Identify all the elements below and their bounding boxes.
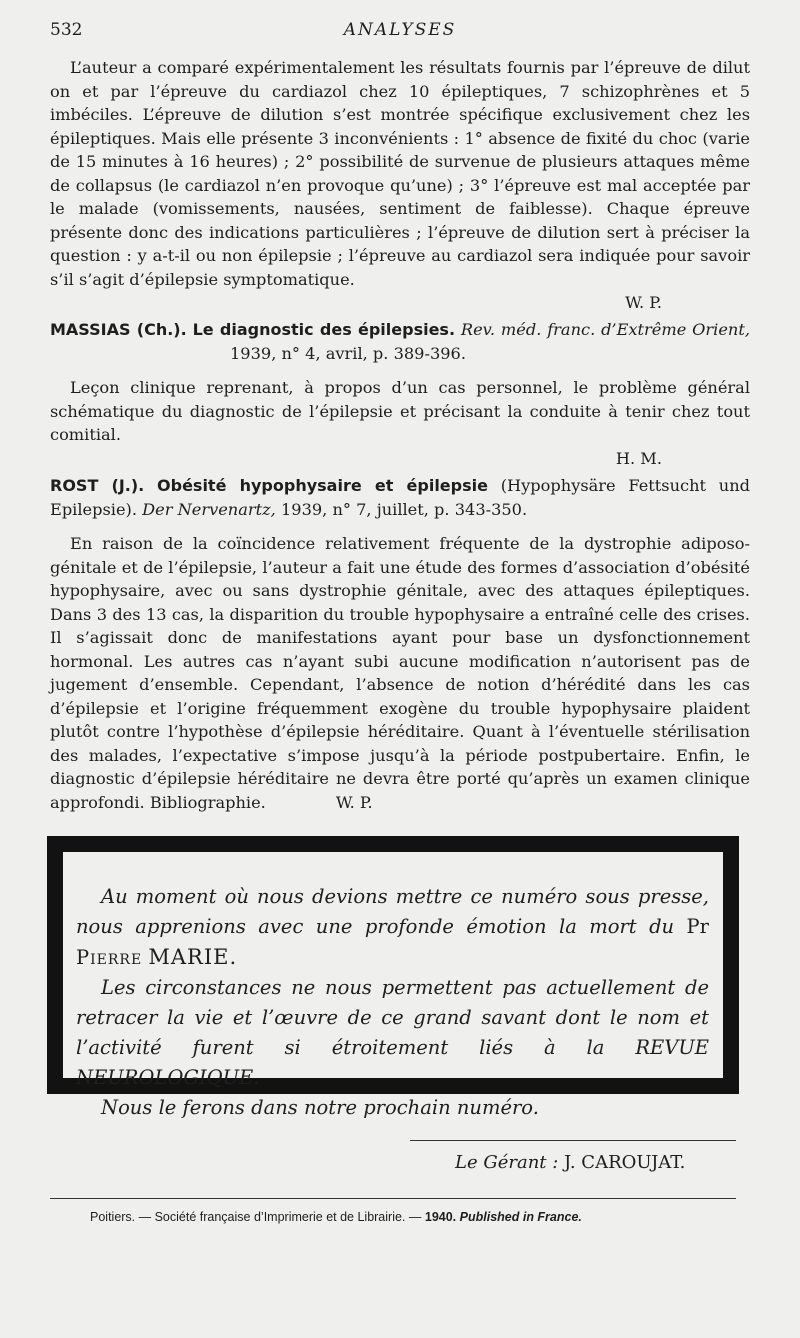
footer-rule: [50, 1198, 736, 1199]
gerant-label: Le Gérant :: [455, 1152, 559, 1173]
footer-printer: Poitiers. — Société française d’Imprimerie et de Librairie. —: [90, 1210, 422, 1224]
gerant-rule: [410, 1140, 736, 1141]
gerant-line: [455, 1152, 685, 1173]
running-title: ANALYSES: [343, 20, 457, 40]
footer-year: 1940.: [424, 1210, 457, 1224]
intro-review: [50, 56, 750, 315]
memorial-notice: [47, 836, 739, 1119]
entry-author: MASSIAS (Ch.).: [50, 320, 187, 339]
notice-paragraph-1: Au moment où nous devions mettre ce numéro sous presse, nous apprenions avec une profonde émotion la mort du Pr Pierre MARIE.: [76, 885, 709, 969]
entry-author: ROST (J.).: [50, 476, 145, 495]
notice-paragraph-2: Les circonstances ne nous permettent pas actuellement de retracer la vie et l’œuvre de ce grand savant dont le nom et l’activité furent si étroitement liés à la REVUE NEUROLOGIQUE.: [76, 976, 710, 1089]
notice-first-name: Pierre: [76, 946, 143, 969]
entry-ref: 1939, n° 4, avril, p. 389-396.: [230, 343, 466, 363]
entry-abstract: En raison de la coïncidence relativement fréquente de la dystrophie adiposo-génitale et de l’épilepsie, l’auteur a fait une étude des formes d’association d’obésité hypophysaire, avec ou sans dystrophie génitale, avec des attaques épileptiques. Dans 3 des 13 cas, la disparition du trouble hypophysaire a entraîné celle des crises. Il s’agissait donc de manifestations ayant pour base un dysfonctionnement hormonal. Les autres cas n’ayant subi aucune modification n’autorisent pas de jugement d’ensemble. Cependant, l’absence de notion d’hérédité dans les cas d’épilepsie et l’origine fréquemment exogène du trouble hypophysaire plaident plutôt contre l’hypothèse d’épilepsie héréditaire. Quant à l’éventuelle stérilisation des malades, l’expectative s’impose jusqu’à la période postpubertaire. Enfin, le diagnostic d’épilepsie héréditaire ne devra être porté qu’après un examen clinique approfondi. Bibliographie. W. P.: [50, 534, 750, 812]
notice-last-name: MARIE.: [148, 945, 238, 969]
entry-rost: [50, 474, 750, 814]
intro-signature: W. P.: [625, 293, 662, 312]
entry-subtitle: (Hypophysäre Fettsucht und Epilepsie).: [50, 476, 750, 519]
entry-journal: Der Nervenartz,: [142, 499, 276, 519]
entry-journal: Rev. méd. franc. d’Extrême Orient,: [460, 320, 750, 339]
entry-heading: [50, 474, 750, 521]
entry-massias: [50, 318, 750, 470]
notice-paragraph-3: Nous le ferons dans notre prochain numéro.: [101, 1096, 539, 1119]
entry-title: Obésité hypophysaire et épilepsie: [157, 476, 488, 495]
entry-signature: H. M.: [615, 448, 662, 468]
entry-title: Le diagnostic des épilepsies.: [192, 320, 456, 339]
entry-signature: W. P.: [335, 792, 373, 812]
intro-text: L’auteur a comparé expérimentalement les résultats fournis par l’épreuve de dilut on et par l’épreuve du cardiazol chez 10 épileptiques, 7 schizophrènes et 5 imbéciles. L’épreuve de dilution s’est montrée spécifique exclusivement chez les épileptiques. Mais elle présente 3 inconvénients : 1° absence de fixité du choc (varie de 15 minutes à 16 heures) ; 2° possibilité de survenue de plusieurs attaques même de collapsus (le cardiazol n’en provoque qu’une) ; 3° l’épreuve est mal acceptée par le malade (vomissements, nausées, sentiment de faiblesse). Chaque épreuve présente donc des indications particulières ; l’épreuve de dilution sert à préciser la question : y a-t-il ou non épilepsie ; l’épreuve au cardiazol sera indiquée pour savoir s’il s’agit d’épilepsie symptomatique.: [50, 58, 750, 289]
printer-footer: [90, 1210, 582, 1224]
footer-published: Published in France.: [459, 1210, 582, 1224]
page-number: 532: [50, 20, 83, 40]
entry-heading: [50, 318, 750, 365]
notice-title-abbrev: Pr: [686, 915, 709, 938]
gerant-name: J. CAROUJAT.: [564, 1152, 686, 1173]
notice-journal: REVUE NEUROLOGIQUE.: [76, 1036, 710, 1089]
memorial-notice-inner: [63, 852, 723, 1119]
entry-ref: 1939, n° 7, juillet, p. 343-350.: [280, 499, 528, 519]
entry-abstract: Leçon clinique reprenant, à propos d’un cas personnel, le problème général schématique du diagnostic de l’épilepsie et précisant la conduite à tenir chez tout comitial.: [50, 378, 750, 444]
